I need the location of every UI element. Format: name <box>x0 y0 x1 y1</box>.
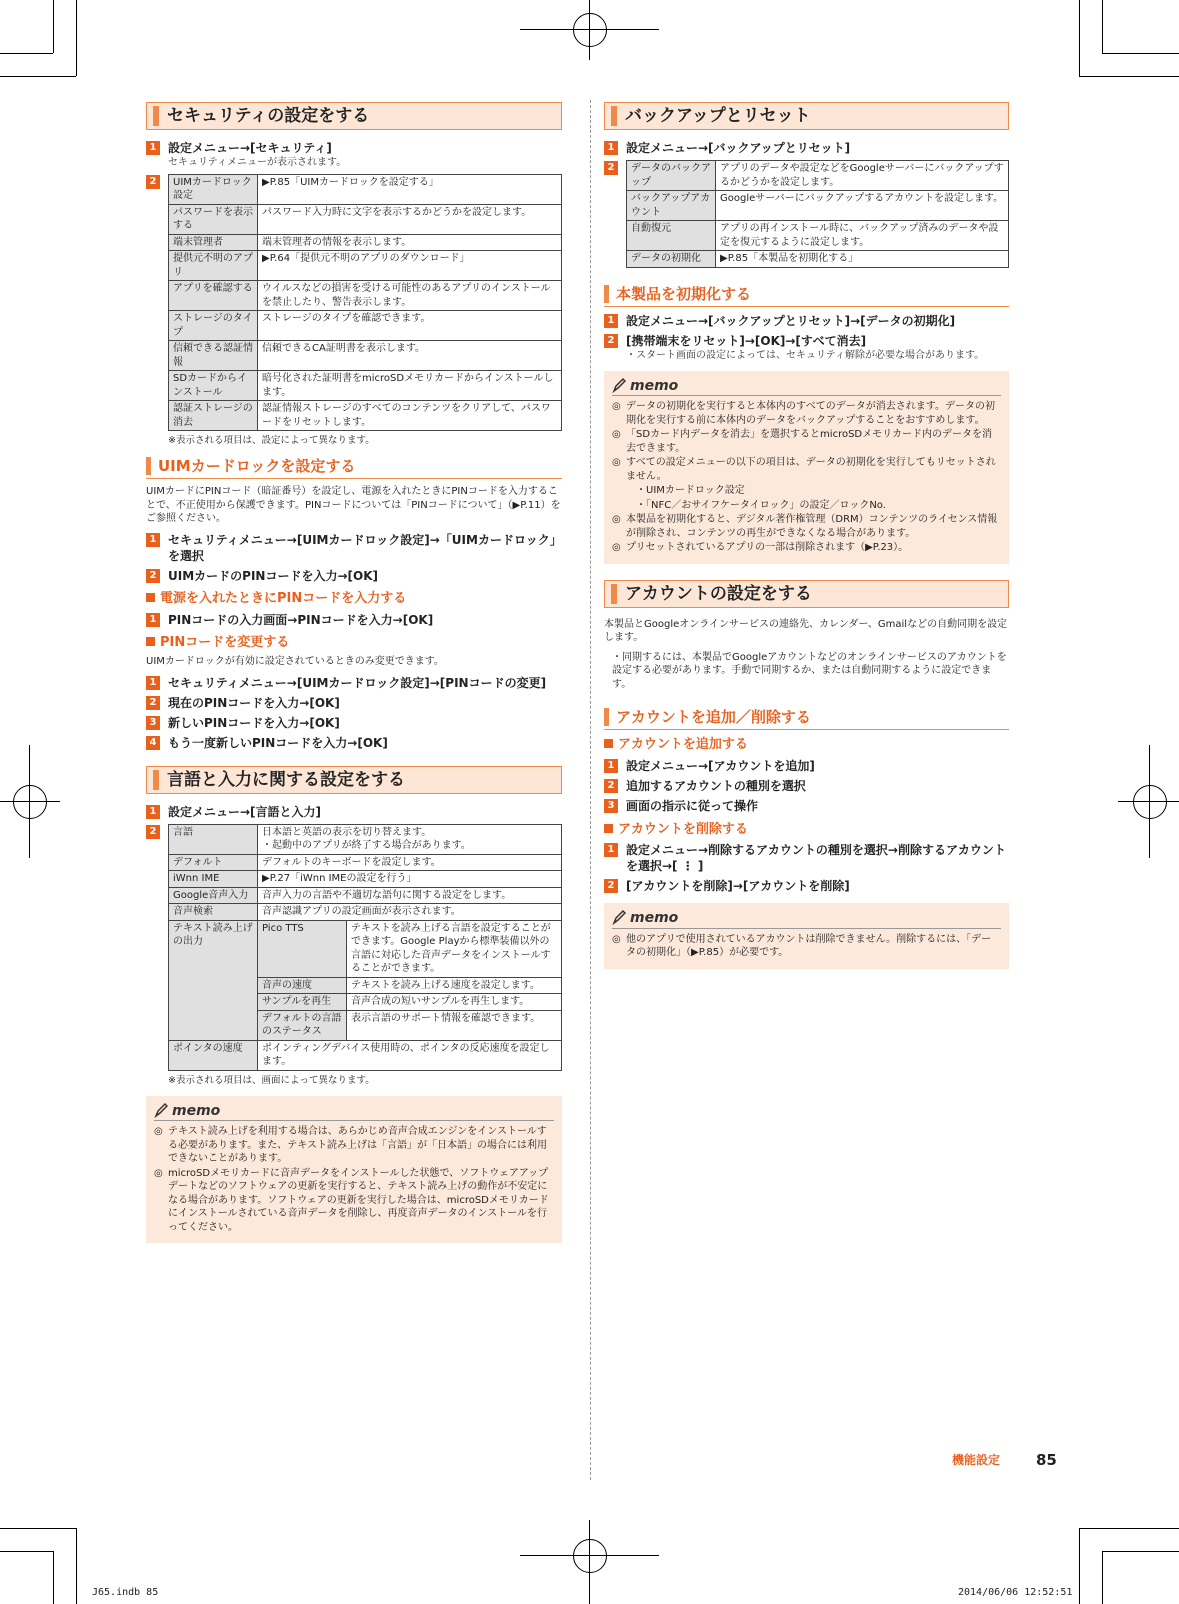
table-row <box>169 401 562 431</box>
table-value: ▶P.64「提供元不明のアプリのダウンロード」 <box>258 251 562 281</box>
crop-mark <box>76 1528 77 1604</box>
slug-left: J65.indb 85 <box>92 1587 159 1598</box>
crop-mark <box>53 1551 54 1604</box>
table-key: 端末管理者 <box>169 234 258 251</box>
step-1: 1 設定メニュー→[バックアップとリセット] <box>604 140 1009 156</box>
footer-category: 機能設定 <box>952 1453 1001 1467</box>
step-1: 1 設定メニュー→[言語と入力] <box>146 804 562 820</box>
step-1: 1 設定メニュー→削除するアカウントの種別を選択→削除するアカウントを選択→[ ⋮ ] <box>604 842 1009 874</box>
sub-intro: UIMカードロックが有効に設定されているときのみ変更できます。 <box>146 656 444 668</box>
table-value: ▶P.85「本製品を初期化する」 <box>716 251 1009 268</box>
crop-mark <box>1102 1551 1103 1604</box>
table-value: 暗号化された証明書をmicroSDメモリカードからインストールします。 <box>258 371 562 401</box>
registration-mark-line <box>1149 745 1150 858</box>
crop-mark <box>0 76 76 77</box>
right-column <box>604 102 1009 977</box>
table-value: アプリのデータや設定などをGoogleサーバーにバックアップするかどうかを設定します。 <box>716 161 1009 191</box>
step-1: 1 PINコードの入力画面→PINコードを入力→[OK] <box>146 612 562 628</box>
account-intro: 本製品とGoogleオンラインサービスの連絡先、カレンダー、Gmailなどの自動同期を設定します。 <box>604 618 1008 644</box>
registration-mark <box>573 13 607 47</box>
table-row <box>627 251 1009 268</box>
table-key: パスワードを表示する <box>169 204 258 234</box>
step-1: 1 設定メニュー→[アカウントを追加] <box>604 758 1009 774</box>
subheading: 電源を入れたときにPINコードを入力する <box>146 590 562 608</box>
table-key: ストレージのタイプ <box>169 311 258 341</box>
step-2: 2 データのバックアップ アプリのデータや設定などをGoogleサーバーにバックアップするかどうかを設定します。 バックアップアカウント Googleサーバーにバックアップするアカウントを設定します。 自動復元 アプリの再インストール時に、バックアップ済みのデータや設定を復元するように設定します。 データの初期化 ▶P.85「本製品を初期化する」 <box>604 160 1009 268</box>
crop-mark <box>1102 53 1179 54</box>
table-row <box>627 161 1009 191</box>
section-header-backup: バックアップとリセット <box>604 102 1009 130</box>
table-value: 認証情報ストレージのすべてのコンテンツをクリアして、パスワードをリセットします。 <box>258 401 562 431</box>
crop-mark <box>1102 0 1103 53</box>
table-key: SDカードからインストール <box>169 371 258 401</box>
table-row <box>169 251 562 281</box>
table-row <box>169 234 562 251</box>
crop-mark <box>1102 1551 1179 1552</box>
account-bullet: ・同期するには、本製品でGoogleアカウントなどのオンラインサービスのアカウントを設定する必要があります。手動で同期するか、または自動同期するように設定できます。 <box>612 651 1007 690</box>
registration-mark <box>573 1539 607 1573</box>
step-1: 1 セキュリティメニュー→[UIMカードロック設定]→[PINコードの変更] <box>146 675 562 691</box>
registration-mark <box>13 785 47 819</box>
table-value: パスワード入力時に文字を表示するかどうかを設定します。 <box>258 204 562 234</box>
step-2: 2 UIMカードのPINコードを入力→[OK] <box>146 568 562 584</box>
memo-box: memo ◎ データの初期化を実行すると本体内のすべてのデータが消去されます。データの初期化を実行する前に本体内のデータをバックアップすることをおすすめします。 ◎ 「SDカード内データを消去」を選択するとmicroSDメモリカード内のデータを消去できます。 ◎ すべての設定メニューの以下の項目は、データの初期化を実行してもリセットされません。 ・UIMカードロック設定 ・「NFC／おサイフケータイロック」の設定／ロックNo. ◎ 本製品を初期化すると、デジタル著作権管理（DRM）コンテンツのライセンス情報が削除され、コンテンツの再生ができなくなる場合があります。 ◎ プリセットされているアプリの一部は削除されます（▶P.23）。 <box>604 371 1009 564</box>
step-4: 4 もう一度新しいPINコードを入力→[OK] <box>146 735 562 751</box>
step-3: 3 画面の指示に従って操作 <box>604 798 1009 814</box>
step-2: 2 言語 日本語と英語の表示を切り替えます。 ・起動中のアプリが終了する場合があります。 デフォルト デフォルトのキーボードを設定します。 iWnn IME ▶P.27「iWnn IMEの設定を行う」 Google音声入力 音声入力の言語や不適切な語句に関する設定をします。 音声検索 音声認識アプリの設定画面が表示されます。 テキスト読み上げの出力 Pico TTS テキストを読み上げる言語を設定することができます。Google Playから標準装備以外の言語に対応した音声データをインストールすることができます。 音声の速度 テキストを読み上げる速度を設定します。 サンプルを再生 音声合成の短いサンプルを再生します。 デフォルトの言語のステータス 表示言語のサポート情報を確認できます。 ポインタの速度 ポインティングデバイス使用時の、ポインタの反応速度を設定します。 <box>146 824 562 1071</box>
crop-mark <box>0 1528 76 1529</box>
table-row <box>169 281 562 311</box>
table-key: 信頼できる認証情報 <box>169 341 258 371</box>
table-value: アプリの再インストール時に、バックアップ済みのデータや設定を復元するように設定します。 <box>716 221 1009 251</box>
table-value: 信頼できるCA証明書を表示します。 <box>258 341 562 371</box>
crop-mark <box>0 53 53 54</box>
table-key: アプリを確認する <box>169 281 258 311</box>
language-table: 言語 日本語と英語の表示を切り替えます。 ・起動中のアプリが終了する場合があります。 デフォルト デフォルトのキーボードを設定します。 iWnn IME ▶P.27「iWnn IMEの設定を行う」 Google音声入力 音声入力の言語や不適切な語句に関する設定をします。 音声検索 音声認識アプリの設定画面が表示されます。 テキスト読み上げの出力 Pico TTS テキストを読み上げる言語を設定することができます。Google Playから標準装備以外の言語に対応した音声データをインストールすることができます。 音声の速度 テキストを読み上げる速度を設定します。 サンプルを再生 音声合成の短いサンプルを再生します。 デフォルトの言語のステータス 表示言語のサポート情報を確認できます。 ポインタの速度 ポインティングデバイス使用時の、ポインタの反応速度を設定します。 <box>168 824 562 1071</box>
section-header-init: 本製品を初期化する <box>604 284 1009 307</box>
crop-mark <box>1079 0 1080 76</box>
step-2: 2 [携帯端末をリセット]→[OK]→[すべて消去] ・スタート画面の設定によっては、セキュリティ解除が必要な場合があります。 <box>604 333 1009 363</box>
table-row <box>627 221 1009 251</box>
registration-mark-line <box>589 0 590 60</box>
table-row <box>169 371 562 401</box>
table-value: ストレージのタイプを確認できます。 <box>258 311 562 341</box>
footnote: ※表示される項目は、画面によって異なります。 <box>168 1074 375 1086</box>
pencil-icon <box>612 909 626 925</box>
crop-mark <box>1079 1528 1080 1604</box>
step-1: 1 設定メニュー→[セキュリティ] セキュリティメニューが表示されます。 <box>146 140 562 170</box>
security-table <box>168 174 562 432</box>
table-value: ▶P.85「UIMカードロックを設定する」 <box>258 174 562 204</box>
step-3: 3 新しいPINコードを入力→[OK] <box>146 715 562 731</box>
table-key: データのバックアップ <box>627 161 716 191</box>
crop-mark <box>1079 76 1179 77</box>
section-header-account: アカウントの設定をする <box>604 580 1009 608</box>
table-row <box>627 191 1009 221</box>
table-key: 提供元不明のアプリ <box>169 251 258 281</box>
registration-mark <box>1133 785 1167 819</box>
crop-mark <box>0 1551 53 1552</box>
registration-mark-line <box>29 745 30 858</box>
subheading: PINコードを変更する <box>146 634 562 652</box>
memo-box: memo ◎ テキスト読み上げを利用する場合は、あらかじめ音声合成エンジンをインストールする必要があります。また、テキスト読み上げは「言語」が「日本語」の場合には利用できないことがあります。 ◎ microSDメモリカードに音声データをインストールした状態で、ソフトウェアアップデートなどのソフトウェアの更新を実行すると、テキスト読み上げの動作が不安定になる場合があります。ソフトウェアの更新を実行した場合は、microSDメモリカードにインストールされている音声データを削除し、再度音声データのインストールを行ってください。 <box>146 1096 562 1244</box>
table-key: バックアップアカウント <box>627 191 716 221</box>
backup-table <box>626 160 1009 268</box>
uim-intro: UIMカードにPINコード（暗証番号）を設定し、電源を入れたときにPINコードを入力することで、不正使用から保護できます。PINコードについては「PINコードについて」（▶P.11）をご参照ください。 <box>146 486 561 524</box>
table-row <box>169 311 562 341</box>
step-2: 2 現在のPINコードを入力→[OK] <box>146 695 562 711</box>
step-1: 1 設定メニュー→[バックアップとリセット]→[データの初期化] <box>604 313 1009 329</box>
table-row <box>169 174 562 204</box>
pencil-icon <box>154 1102 168 1118</box>
registration-mark-line <box>589 1520 590 1604</box>
left-column <box>146 102 562 1251</box>
table-key: 自動復元 <box>627 221 716 251</box>
table-row <box>169 341 562 371</box>
section-header-uim: UIMカードロックを設定する <box>146 456 562 479</box>
table-key: UIMカードロック設定 <box>169 174 258 204</box>
registration-mark-line <box>0 801 60 802</box>
column-divider <box>590 100 591 1480</box>
slug-right: 2014/06/06 12:52:51 <box>958 1587 1073 1598</box>
crop-mark <box>1079 1528 1179 1529</box>
page-number: 85 <box>1036 1451 1057 1469</box>
step-2: 2 UIMカードロック設定 ▶P.85「UIMカードロックを設定する」 パスワードを表示する パスワード入力時に文字を表示するかどうかを設定します。 端末管理者 端末管理者の情報を表示します。 提供元不明のアプリ ▶P.64「提供元不明のアプリのダウンロード」 アプリを確認する ウイルスなどの損害を受ける可能性のあるアプリのインストールを禁止したり、警告表示します。 ストレージのタイプ ストレージのタイプを確認できます。 信頼できる認証情報 信頼できるCA証明書を表示します。 SDカードからインストール 暗号化された証明書をmicroSDメモリカードからインストールします。 認証ストレージの消去 認証情報ストレージのすべてのコンテンツをクリアして、パスワードをリセットします。 <box>146 174 562 432</box>
section-header-add-remove: アカウントを追加／削除する <box>604 707 1009 730</box>
step-2: 2 [アカウントを削除]→[アカウントを削除] <box>604 878 1009 894</box>
table-key: 認証ストレージの消去 <box>169 401 258 431</box>
memo-box: memo ◎ 他のアプリで使用されているアカウントは削除できません。削除するには、「データの初期化」（▶P.85）が必要です。 <box>604 903 1009 969</box>
step-1: 1 セキュリティメニュー→[UIMカードロック設定]→「UIMカードロック」を選択 <box>146 532 562 564</box>
table-value: Googleサーバーにバックアップするアカウントを設定します。 <box>716 191 1009 221</box>
subheading: アカウントを削除する <box>604 821 1009 839</box>
section-header-security: セキュリティの設定をする <box>146 102 562 130</box>
footnote: ※表示される項目は、設定によって異なります。 <box>168 435 375 447</box>
step-2: 2 追加するアカウントの種別を選択 <box>604 778 1009 794</box>
table-value: ウイルスなどの損害を受ける可能性のあるアプリのインストールを禁止したり、警告表示します。 <box>258 281 562 311</box>
subheading: アカウントを追加する <box>604 736 1009 754</box>
table-key: データの初期化 <box>627 251 716 268</box>
pencil-icon <box>612 377 626 393</box>
section-header-language: 言語と入力に関する設定をする <box>146 766 562 794</box>
crop-mark <box>53 0 54 53</box>
table-value: 端末管理者の情報を表示します。 <box>258 234 562 251</box>
crop-mark <box>76 0 77 76</box>
table-row <box>169 204 562 234</box>
